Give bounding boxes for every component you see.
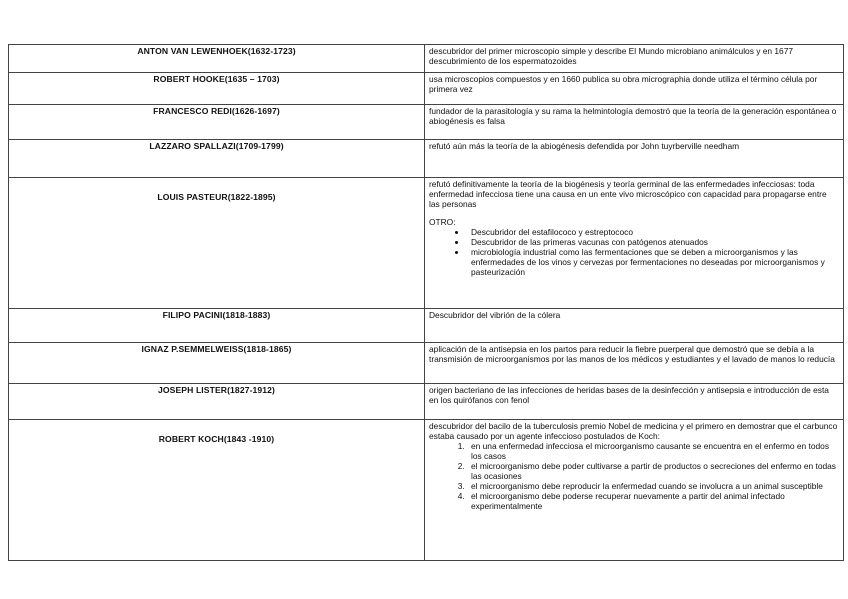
scientist-description: origen bacteriano de las infecciones de heridas bases de la desinfección y antisepsia e introducción de esta en los quirófanos con fenol xyxy=(425,384,844,420)
scientist-description: descubridor del primer microscopio simple y describe El Mundo microbiano animálculos y en 1677 descubrimiento de los espermatozoides xyxy=(425,45,844,73)
table-row xyxy=(9,45,844,73)
table-row xyxy=(9,105,844,140)
list-item: 4. el microorganismo debe poderse recuperar nuevamente a partir del animal infectado experimentalmente xyxy=(467,491,839,511)
other-label: OTRO: xyxy=(429,217,456,227)
scientist-description: Descubridor del vibrión de la cólera xyxy=(425,309,844,343)
scientist-description: usa microscopios compuestos y en 1660 publica su obra micrographia donde utiliza el término célula por primera vez xyxy=(425,73,844,105)
table-row xyxy=(9,309,844,343)
scientist-description: fundador de la parasitología y su rama la helmintología demostró que la teoría de la generación espontánea o abiogénesis es falsa xyxy=(425,105,844,140)
table-row xyxy=(9,178,844,309)
table-row xyxy=(9,140,844,178)
list-item: • Descubridor del estafilococo y estreptococo xyxy=(467,227,839,237)
list-item: • Descubridor de las primeras vacunas con patógenos atenuados xyxy=(467,237,839,247)
table-row xyxy=(9,73,844,105)
list-item: 2. el microorganismo debe poder cultivarse a partir de productos o secreciones del enfermo en todas las ocasiones xyxy=(467,461,839,481)
scientist-name: IGNAZ P.SEMMELWEISS(1818-1865) xyxy=(9,343,425,384)
scientist-name: ROBERT KOCH(1843 -1910) xyxy=(9,420,425,561)
scientist-name: LOUIS PASTEUR(1822-1895) xyxy=(9,178,425,309)
scientist-name: JOSEPH LISTER(1827-1912) xyxy=(9,384,425,420)
table-row xyxy=(9,343,844,384)
list-item: 3. el microorganismo debe reproducir la enfermedad cuando se involucra a un animal susceptible xyxy=(467,481,839,491)
scientist-name: LAZZARO SPALLAZI(1709-1799) xyxy=(9,140,425,178)
scientists-table xyxy=(8,44,844,561)
table-row xyxy=(9,420,844,561)
scientist-name: FRANCESCO REDI(1626-1697) xyxy=(9,105,425,140)
scientist-description: descubridor del bacilo de la tuberculosis premio Nobel de medicina y el primero en demostrar que el carbunco estaba causado por un agente infeccioso postulados de Koch: 1. en una enfermedad infecciosa el microorganismo causante se encuentra en el enfermo en todos los casos 2. el microorganismo debe poder cultivarse a partir de productos o secreciones del enfermo en todas las ocasiones 3. el microorganismo debe reproducir la enfermedad cuando se involucra a un animal susceptible 4. el microorganismo debe poderse recuperar nuevamente a partir del animal infectado experimentalmente xyxy=(425,420,844,561)
scientist-name: ANTON VAN LEWENHOEK(1632-1723) xyxy=(9,45,425,73)
koch-postulates-list xyxy=(429,441,839,511)
table-row xyxy=(9,384,844,420)
pasteur-bullet-list xyxy=(429,227,839,277)
scientist-name: FILIPO PACINI(1818-1883) xyxy=(9,309,425,343)
scientist-description: refutó definitivamente la teoría de la biogénesis y teoría germinal de las enfermedades infecciosas: toda enfermedad infecciosa tiene una causa en un ente vivo microscópico con capacidad para propagarse entre las personas OTRO: • Descubridor del estafilococo y estreptococo • Descubridor de las primeras vacunas con patógenos atenuados • microbiología industrial como las fermentaciones que se deben a microorganismos y las enfermedades de los vinos y cervezas por fermentaciones no deseadas por microorganismos y pasteurización xyxy=(425,178,844,309)
list-item: • microbiología industrial como las fermentaciones que se deben a microorganismos y las enfermedades de los vinos y cervezas por fermentaciones no deseadas por microorganismos y pasteurización xyxy=(467,247,839,277)
scientist-name: ROBERT HOOKE(1635 – 1703) xyxy=(9,73,425,105)
scientist-description: refutó aún más la teoría de la abiogénesis defendida por John tuyrberville needham xyxy=(425,140,844,178)
scientist-description: aplicación de la antisepsia en los partos para reducir la fiebre puerperal que demostró que se debía a la transmisión de microorganismos por las manos de los médicos y estudiantes y el lavado de manos lo reducía xyxy=(425,343,844,384)
list-item: 1. en una enfermedad infecciosa el microorganismo causante se encuentra en el enfermo en todos los casos xyxy=(467,441,839,461)
